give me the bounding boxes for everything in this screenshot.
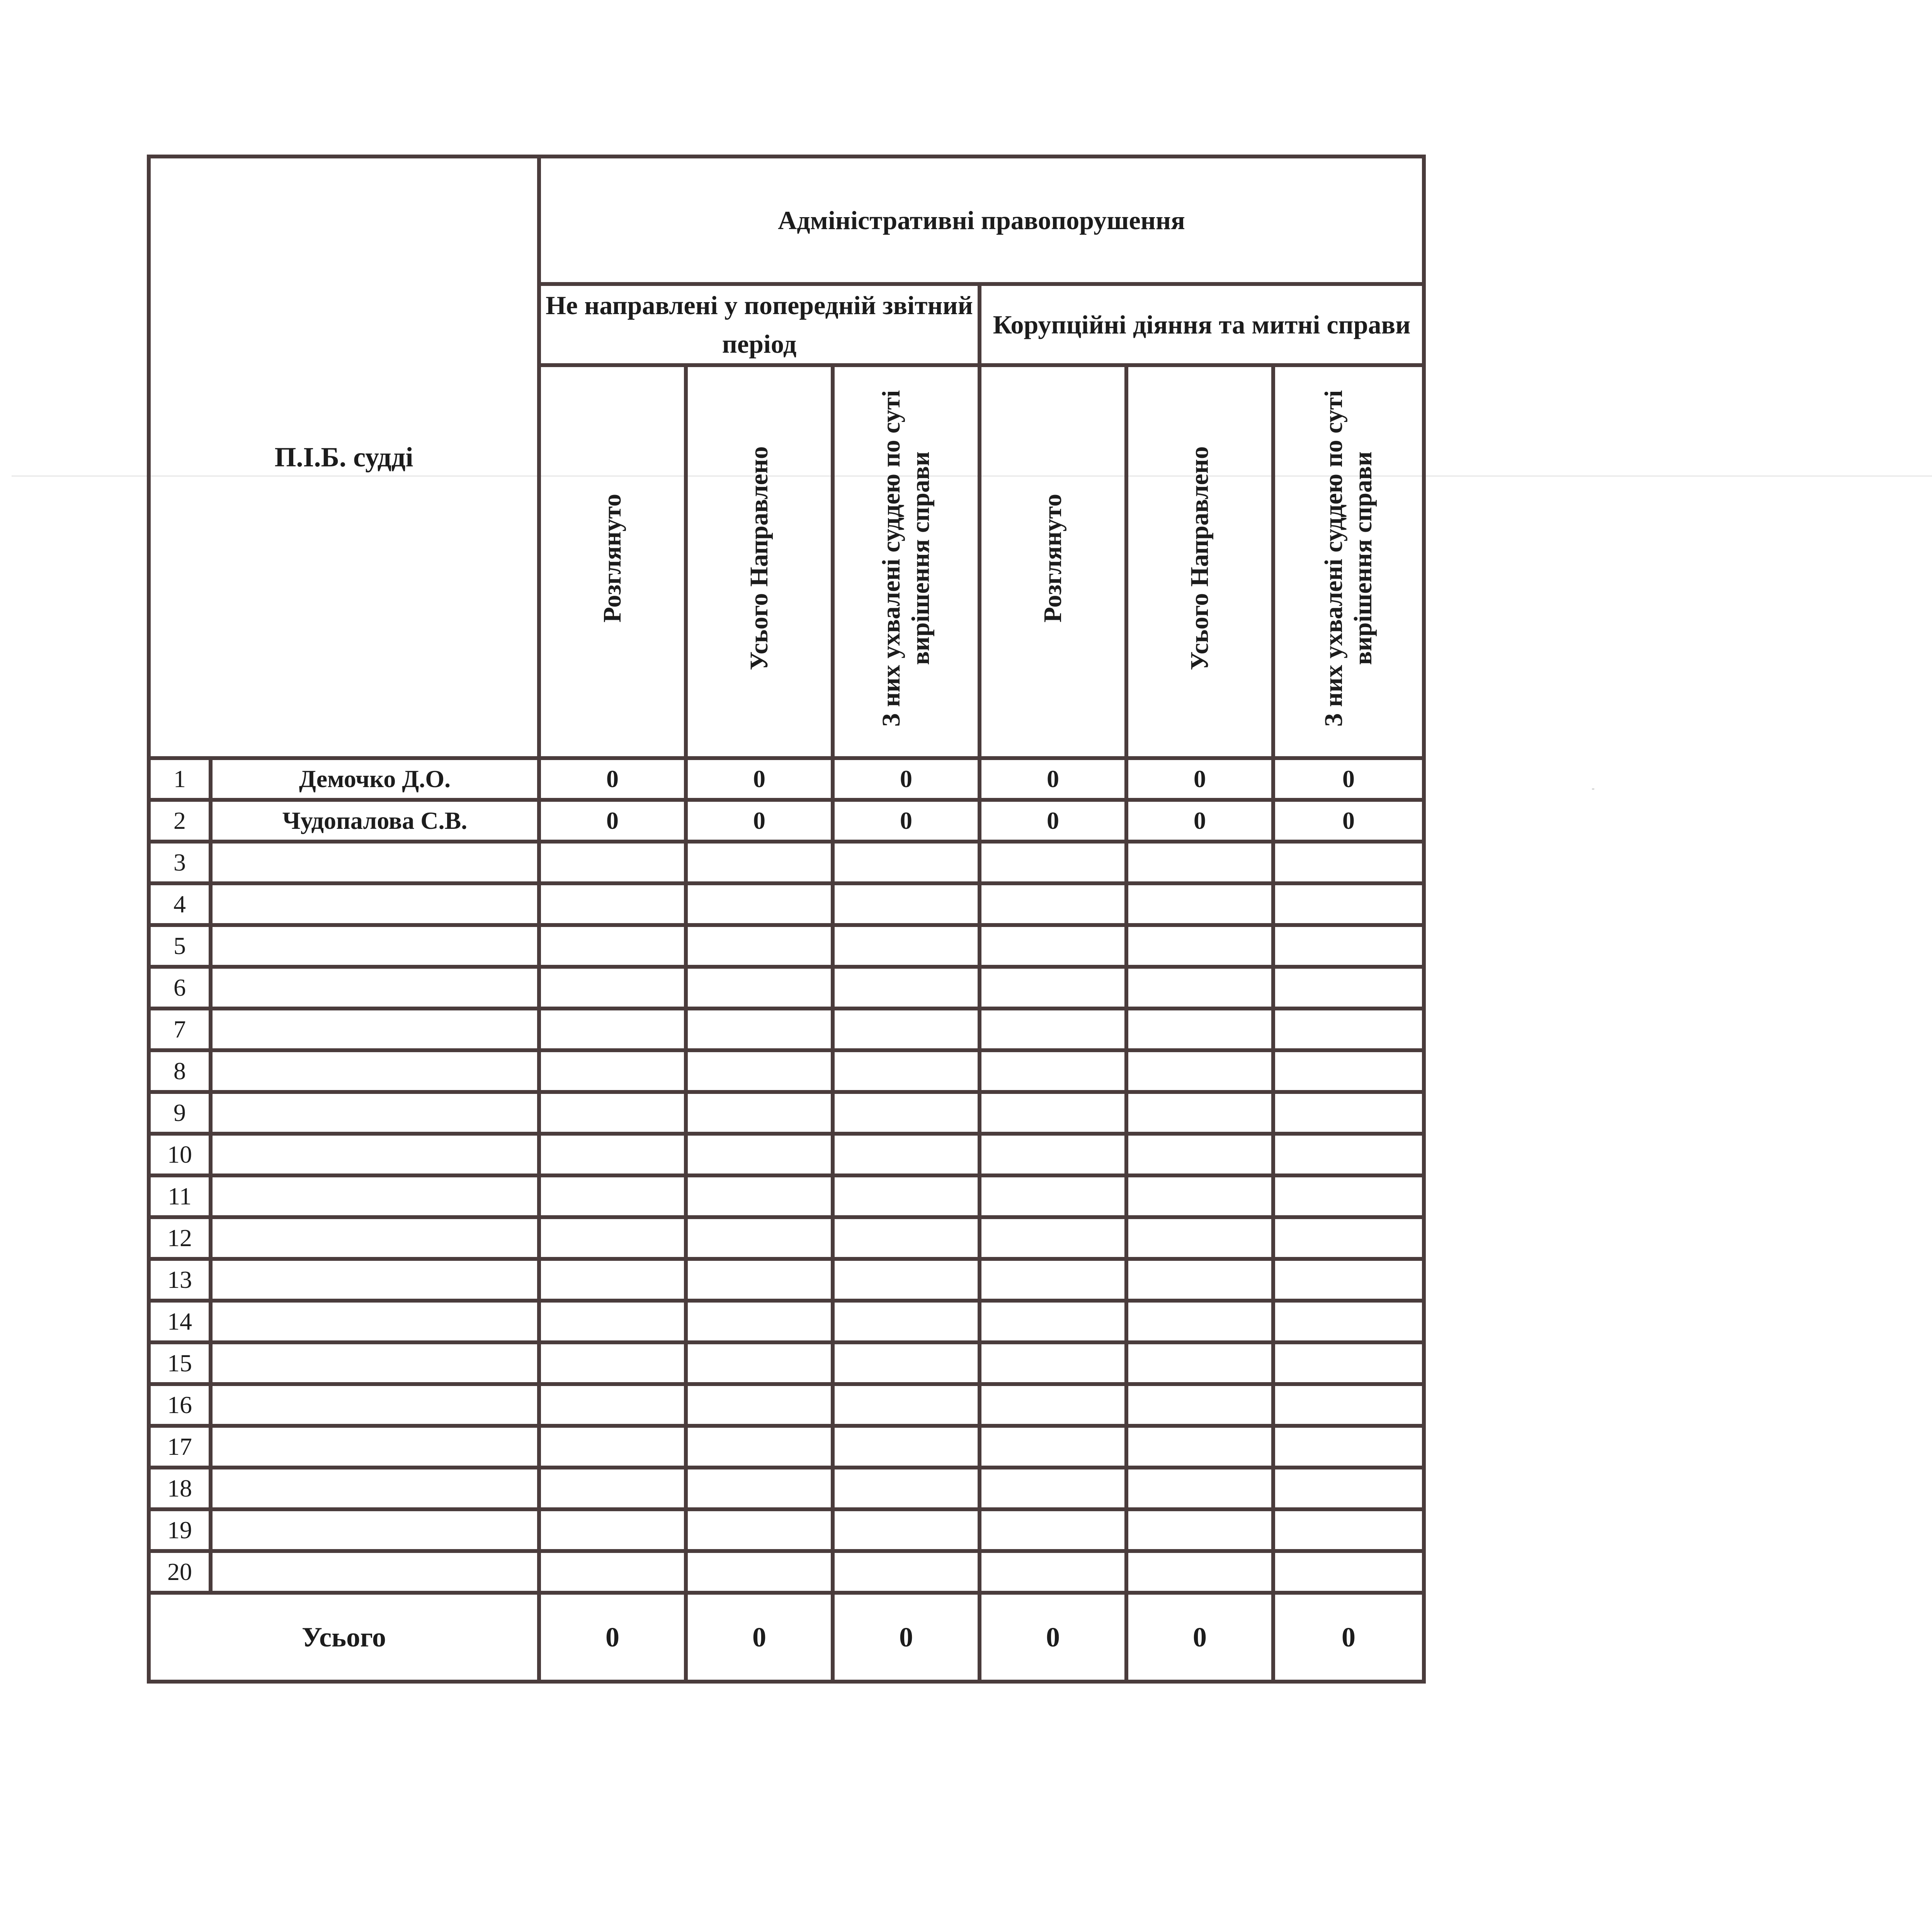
cell-value <box>980 883 1126 925</box>
cell-value <box>1273 1342 1424 1384</box>
cell-value <box>833 1009 980 1050</box>
total-label: Усього <box>149 1593 539 1682</box>
judge-name <box>211 1509 539 1551</box>
cell-value <box>980 1050 1126 1092</box>
cell-value <box>539 1175 686 1217</box>
cell-value: 0 <box>686 758 833 800</box>
cell-value <box>1273 883 1424 925</box>
cell-value <box>980 1009 1126 1050</box>
cell-value <box>686 883 833 925</box>
cell-value <box>1126 1468 1273 1509</box>
row-number: 16 <box>149 1384 211 1426</box>
cell-value <box>980 1468 1126 1509</box>
cell-value <box>1126 1259 1273 1301</box>
judge-name <box>211 883 539 925</box>
row-number: 12 <box>149 1217 211 1259</box>
cell-value <box>980 967 1126 1009</box>
judge-name <box>211 1468 539 1509</box>
cell-value <box>686 1050 833 1092</box>
cell-value <box>833 842 980 883</box>
table-row <box>149 1426 1424 1468</box>
group-header-corruption: Корупційні діяння та митні справи <box>980 284 1424 365</box>
cell-value <box>1273 967 1424 1009</box>
table-row <box>149 758 1424 800</box>
total-value: 0 <box>1273 1593 1424 1682</box>
table-row <box>149 1175 1424 1217</box>
cell-value <box>539 1259 686 1301</box>
column-header <box>1273 365 1424 758</box>
cell-value <box>539 1551 686 1593</box>
cell-value <box>1126 1509 1273 1551</box>
judge-name <box>211 1301 539 1342</box>
cell-value <box>833 967 980 1009</box>
total-value: 0 <box>833 1593 980 1682</box>
row-number: 10 <box>149 1134 211 1175</box>
table-row <box>149 842 1424 883</box>
cell-value <box>539 1134 686 1175</box>
cell-value <box>686 967 833 1009</box>
total-value: 0 <box>686 1593 833 1682</box>
cell-value <box>980 1217 1126 1259</box>
table-row <box>149 800 1424 842</box>
cell-value <box>1273 1175 1424 1217</box>
cell-value <box>980 1509 1126 1551</box>
cell-value <box>833 1134 980 1175</box>
total-value: 0 <box>1126 1593 1273 1682</box>
cell-value <box>1273 1259 1424 1301</box>
cell-value <box>686 1551 833 1593</box>
total-value: 0 <box>539 1593 686 1682</box>
cell-value <box>686 1384 833 1426</box>
cell-value <box>1126 1301 1273 1342</box>
cell-value <box>686 1092 833 1134</box>
cell-value <box>980 1384 1126 1426</box>
column-header-text: З них ухвалені суддею по суті вирішення справи <box>1320 390 1378 727</box>
cell-value <box>980 1551 1126 1593</box>
judge-name <box>211 1426 539 1468</box>
row-number: 4 <box>149 883 211 925</box>
cell-value <box>980 1426 1126 1468</box>
cell-value <box>686 1342 833 1384</box>
judge-name <box>211 1384 539 1426</box>
column-header <box>1126 365 1273 758</box>
judges-report-table <box>147 155 1426 1684</box>
judge-name <box>211 1551 539 1593</box>
column-header <box>686 365 833 758</box>
row-number: 19 <box>149 1509 211 1551</box>
cell-value <box>686 1175 833 1217</box>
cell-value <box>1273 842 1424 883</box>
cell-value <box>1126 842 1273 883</box>
cell-value: 0 <box>980 800 1126 842</box>
cell-value <box>833 1092 980 1134</box>
cell-value <box>1126 1384 1273 1426</box>
cell-value <box>833 1217 980 1259</box>
cell-value <box>686 1259 833 1301</box>
cell-value <box>1273 1509 1424 1551</box>
cell-value <box>1273 1301 1424 1342</box>
table-row <box>149 967 1424 1009</box>
table-row <box>149 925 1424 967</box>
cell-value <box>539 842 686 883</box>
judge-name <box>211 1092 539 1134</box>
row-number: 6 <box>149 967 211 1009</box>
cell-value <box>1126 1217 1273 1259</box>
cell-value <box>833 925 980 967</box>
judge-name <box>211 1009 539 1050</box>
cell-value <box>833 1050 980 1092</box>
cell-value <box>1126 1342 1273 1384</box>
cell-value <box>539 1509 686 1551</box>
cell-value <box>539 1468 686 1509</box>
cell-value <box>980 925 1126 967</box>
row-number: 2 <box>149 800 211 842</box>
table-row <box>149 1509 1424 1551</box>
pib-header: П.І.Б. судді <box>149 156 539 758</box>
row-number: 3 <box>149 842 211 883</box>
judge-name <box>211 925 539 967</box>
row-number: 11 <box>149 1175 211 1217</box>
column-header <box>833 365 980 758</box>
cell-value <box>686 1217 833 1259</box>
row-number: 9 <box>149 1092 211 1134</box>
cell-value: 0 <box>686 800 833 842</box>
cell-value: 0 <box>1126 758 1273 800</box>
group-header-not-directed: Не направлені у попередній звітний період <box>539 284 980 365</box>
cell-value <box>1126 1050 1273 1092</box>
cell-value <box>980 1175 1126 1217</box>
cell-value <box>539 1009 686 1050</box>
cell-value <box>833 1175 980 1217</box>
row-number: 13 <box>149 1259 211 1301</box>
total-value: 0 <box>980 1593 1126 1682</box>
cell-value <box>539 1050 686 1092</box>
row-number: 8 <box>149 1050 211 1092</box>
cell-value <box>980 1301 1126 1342</box>
cell-value: 0 <box>980 758 1126 800</box>
table-row <box>149 1092 1424 1134</box>
cell-value <box>1126 1009 1273 1050</box>
cell-value <box>833 1551 980 1593</box>
cell-value <box>1273 1384 1424 1426</box>
judge-name <box>211 1342 539 1384</box>
cell-value <box>833 1426 980 1468</box>
cell-value <box>1273 1426 1424 1468</box>
judge-name <box>211 967 539 1009</box>
cell-value <box>980 1259 1126 1301</box>
row-number: 15 <box>149 1342 211 1384</box>
cell-value <box>833 1301 980 1342</box>
cell-value <box>980 1092 1126 1134</box>
cell-value <box>539 925 686 967</box>
table-row <box>149 1301 1424 1342</box>
cell-value <box>1273 1134 1424 1175</box>
column-header-text: Розглянуто <box>1039 494 1067 623</box>
judge-name: Чудопалова С.В. <box>211 800 539 842</box>
judge-name <box>211 1259 539 1301</box>
judge-name: Демочко Д.О. <box>211 758 539 800</box>
table-row <box>149 1217 1424 1259</box>
judge-name <box>211 1134 539 1175</box>
column-header <box>980 365 1126 758</box>
table-row <box>149 1384 1424 1426</box>
row-number: 14 <box>149 1301 211 1342</box>
row-number: 7 <box>149 1009 211 1050</box>
cell-value <box>539 1092 686 1134</box>
cell-value <box>1126 883 1273 925</box>
cell-value <box>1273 1468 1424 1509</box>
cell-value <box>539 1217 686 1259</box>
total-row <box>149 1593 1424 1682</box>
data-rows <box>149 758 1424 1593</box>
column-header-text: З них ухвалені суддею по суті вирішення справи <box>877 390 935 727</box>
cell-value <box>833 1384 980 1426</box>
cell-value <box>686 1009 833 1050</box>
cell-value <box>686 1301 833 1342</box>
cell-value <box>980 1342 1126 1384</box>
cell-value <box>1126 925 1273 967</box>
cell-value <box>1126 1175 1273 1217</box>
row-number: 17 <box>149 1426 211 1468</box>
table-row <box>149 1342 1424 1384</box>
judge-name <box>211 1175 539 1217</box>
row-number: 18 <box>149 1468 211 1509</box>
judge-name <box>211 1050 539 1092</box>
column-header-text: Усього Направлено <box>1185 446 1214 670</box>
cell-value <box>1126 1426 1273 1468</box>
cell-value <box>833 1509 980 1551</box>
cell-value <box>539 967 686 1009</box>
table-row <box>149 883 1424 925</box>
judge-name <box>211 842 539 883</box>
cell-value <box>686 1509 833 1551</box>
cell-value: 0 <box>833 758 980 800</box>
cell-value: 0 <box>539 758 686 800</box>
cell-value <box>980 1134 1126 1175</box>
cell-value <box>539 1342 686 1384</box>
cell-value <box>1126 967 1273 1009</box>
cell-value <box>686 925 833 967</box>
cell-value <box>686 1468 833 1509</box>
cell-value <box>833 1259 980 1301</box>
cell-value <box>1126 1092 1273 1134</box>
cell-value: 0 <box>1273 800 1424 842</box>
cell-value <box>686 1134 833 1175</box>
cell-value <box>1273 925 1424 967</box>
column-header <box>539 365 686 758</box>
row-number: 20 <box>149 1551 211 1593</box>
header-row-top <box>149 156 1424 284</box>
cell-value <box>1273 1092 1424 1134</box>
cell-value <box>1126 1551 1273 1593</box>
cell-value <box>833 1468 980 1509</box>
cell-value <box>1273 1009 1424 1050</box>
column-header-text: Розглянуто <box>598 494 627 623</box>
cell-value <box>1273 1050 1424 1092</box>
table-row <box>149 1259 1424 1301</box>
cell-value: 0 <box>1126 800 1273 842</box>
cell-value <box>1273 1217 1424 1259</box>
cell-value <box>686 1426 833 1468</box>
scan-artifact-speck <box>1592 788 1594 790</box>
cell-value: 0 <box>539 800 686 842</box>
table-row <box>149 1551 1424 1593</box>
table-row <box>149 1468 1424 1509</box>
table-row <box>149 1134 1424 1175</box>
row-number: 1 <box>149 758 211 800</box>
cell-value <box>539 883 686 925</box>
cell-value <box>686 842 833 883</box>
cell-value <box>1273 1551 1424 1593</box>
table-row <box>149 1009 1424 1050</box>
cell-value <box>539 1301 686 1342</box>
cell-value <box>833 1342 980 1384</box>
row-number: 5 <box>149 925 211 967</box>
cell-value <box>1126 1134 1273 1175</box>
top-header: Адміністративні правопорушення <box>539 156 1424 284</box>
cell-value: 0 <box>1273 758 1424 800</box>
cell-value: 0 <box>833 800 980 842</box>
table-row <box>149 1050 1424 1092</box>
cell-value <box>833 883 980 925</box>
judge-name <box>211 1217 539 1259</box>
cell-value <box>539 1384 686 1426</box>
cell-value <box>980 842 1126 883</box>
cell-value <box>539 1426 686 1468</box>
column-header-text: Усього Направлено <box>745 446 774 670</box>
